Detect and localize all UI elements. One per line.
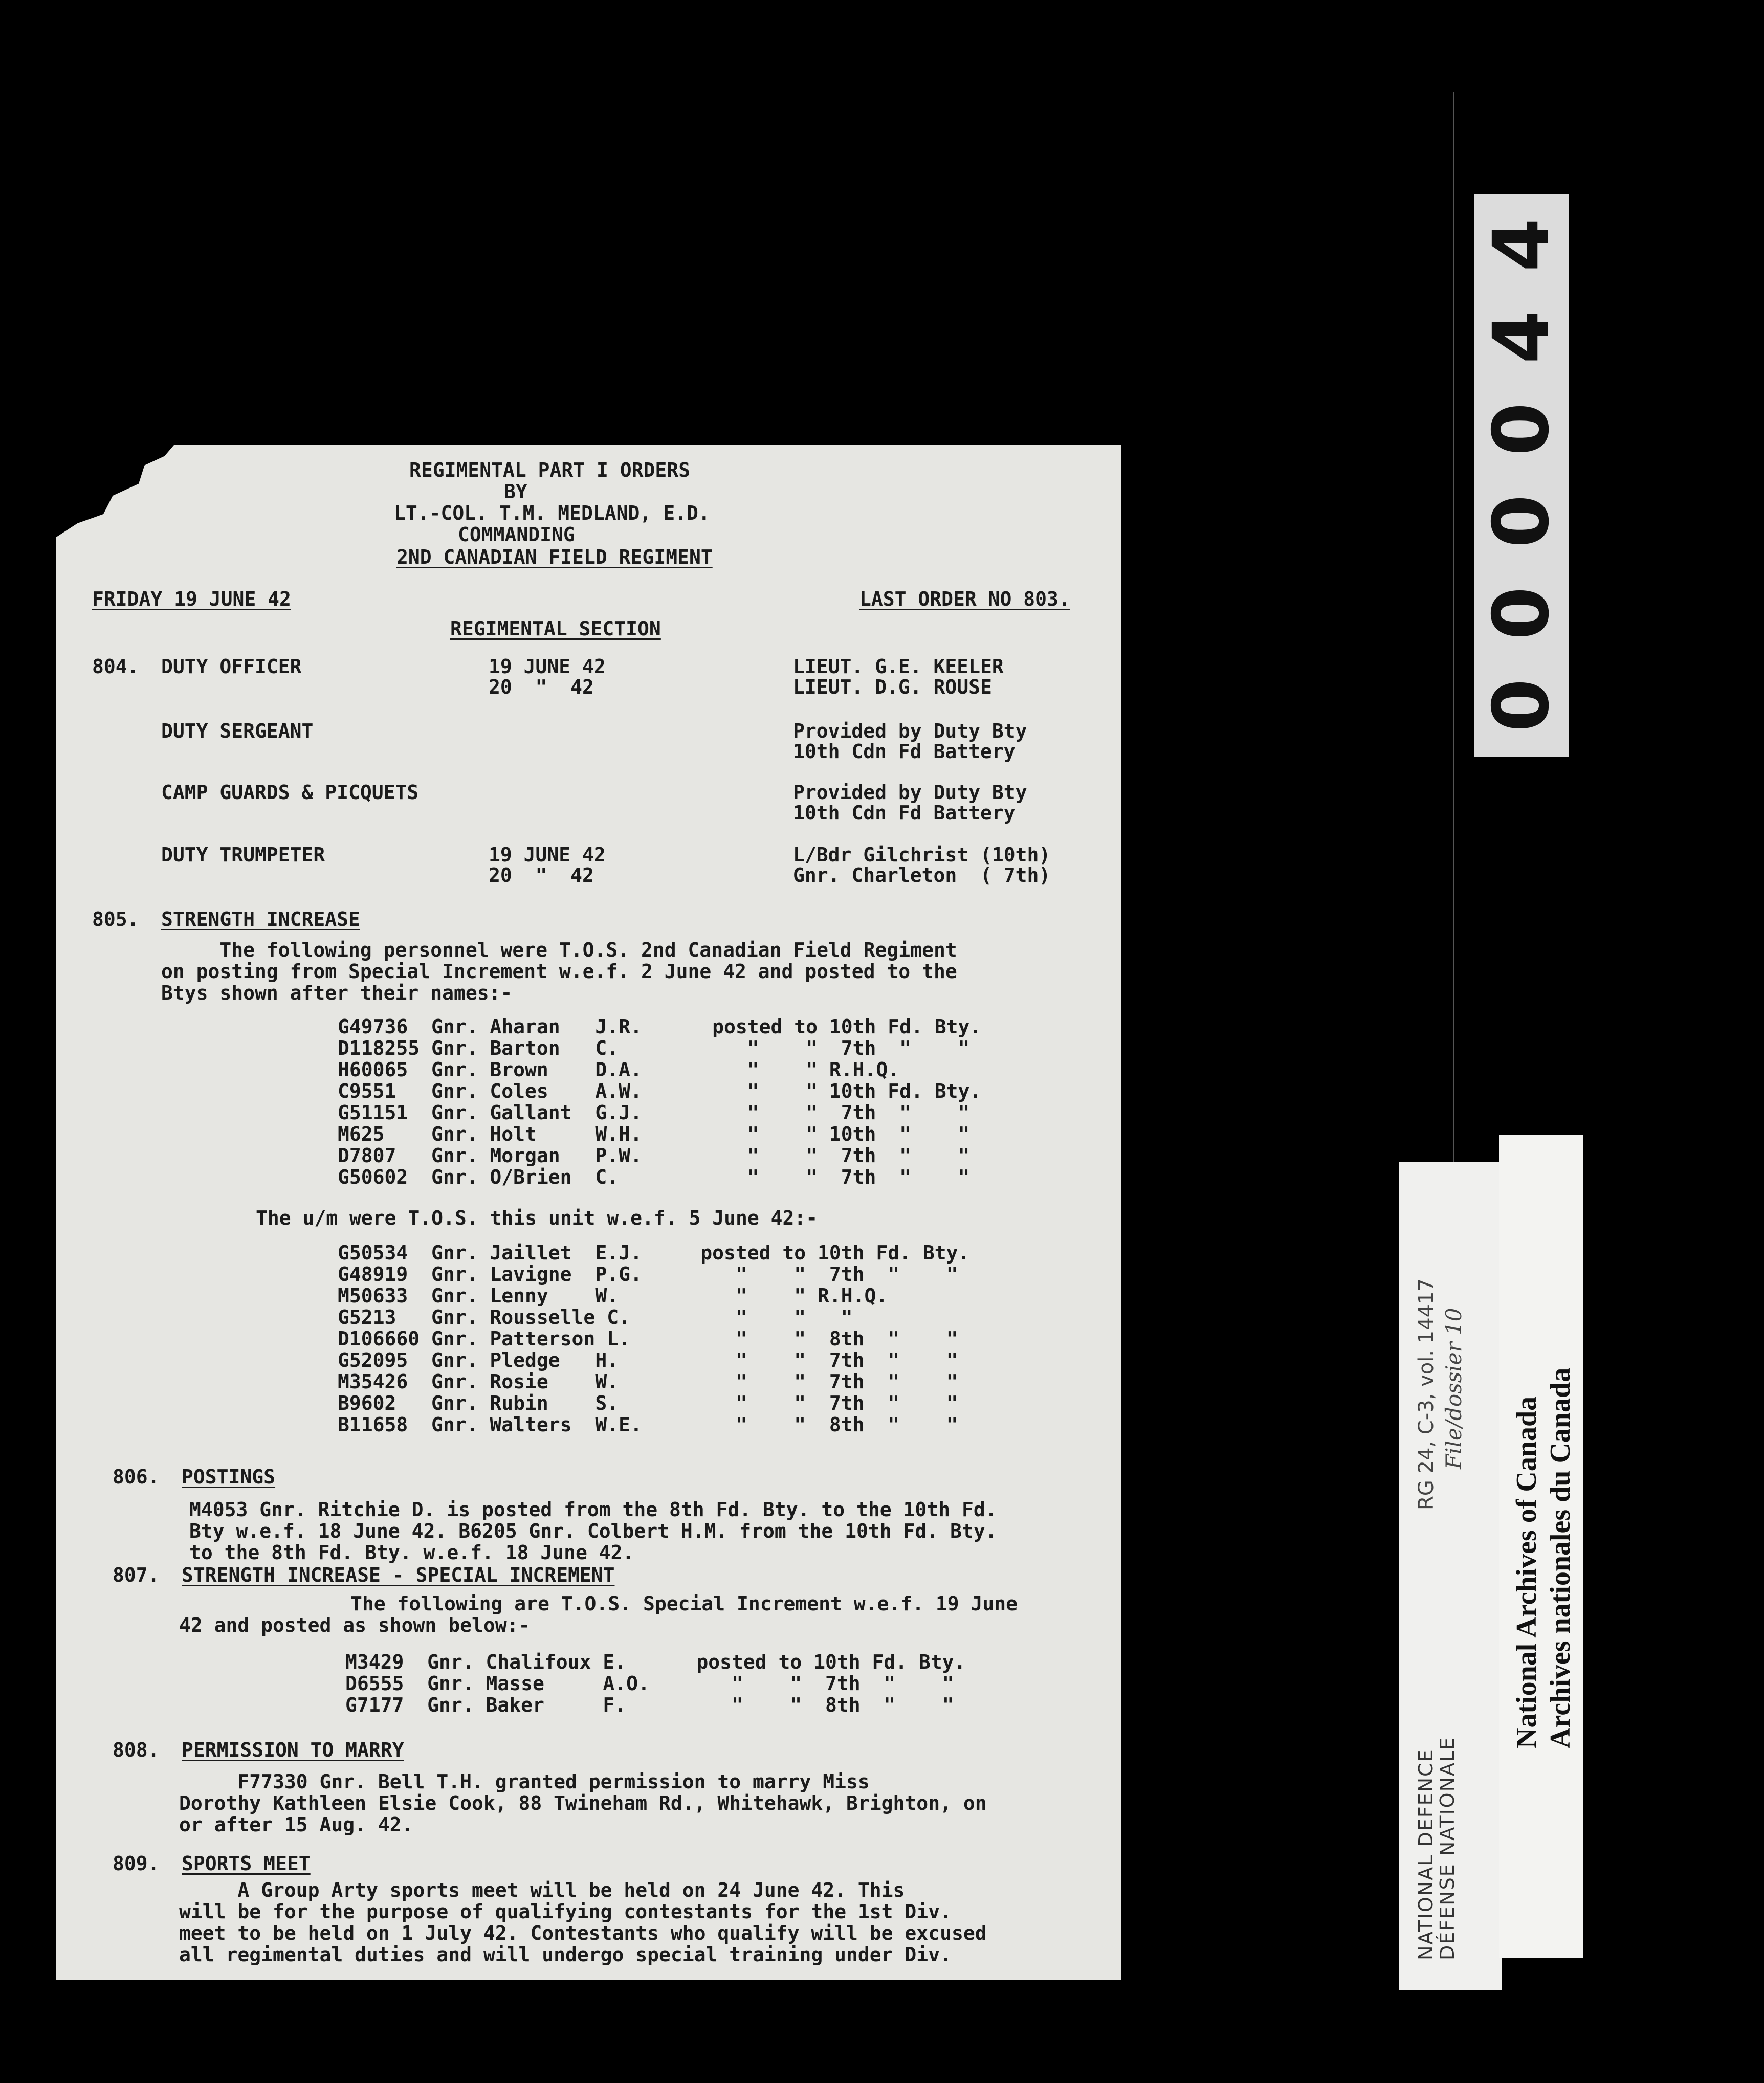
duty-line: 10th Cdn Fd Battery	[793, 802, 1016, 824]
order-sheet	[56, 445, 1121, 1980]
body-line: M4053 Gnr. Ritchie D. is posted from the 8th Fd. Bty. to the 10th Fd.	[189, 1498, 997, 1521]
body-line: Bty w.e.f. 18 June 42. B6205 Gnr. Colbert H.M. from the 10th Fd. Bty.	[189, 1520, 997, 1542]
duty-date: 19 JUNE 42	[489, 844, 606, 866]
para-number: 806.	[113, 1466, 160, 1488]
header-line-3: LT.-COL. T.M. MEDLAND, E.D.	[394, 502, 710, 524]
camp-guards-label: CAMP GUARDS & PICQUETS	[161, 781, 419, 804]
duty-name: L/Bdr Gilchrist (10th)	[793, 844, 1051, 866]
edge-line	[1453, 92, 1454, 1330]
archives-label-card	[1499, 1135, 1583, 1958]
duty-line: Provided by Duty Bty	[793, 781, 1027, 804]
body-line: Dorothy Kathleen Elsie Cook, 88 Twineham Rd., Whitehawk, Brighton, on	[179, 1792, 987, 1814]
file-label: File/dossier 10	[1441, 1308, 1466, 1469]
para-number: 805.	[92, 908, 139, 930]
personnel-row: G7177 Gnr. Baker F. " " 8th " "	[345, 1694, 954, 1716]
body-line: all regimental duties and will undergo special training under Div.	[179, 1943, 952, 1966]
personnel-row: M3429 Gnr. Chalifoux E. posted to 10th Fd. Bty.	[345, 1651, 966, 1673]
personnel-row: G50534 Gnr. Jaillet E.J. posted to 10th Fd. Bty.	[338, 1242, 970, 1264]
duty-date: 19 JUNE 42	[489, 655, 606, 678]
body-line: The following are T.O.S. Special Increment w.e.f. 19 June	[350, 1592, 1018, 1615]
archives-french: Archives nationales du Canada	[1545, 1367, 1576, 1748]
body-line: F77330 Gnr. Bell T.H. granted permission to marry Miss	[179, 1770, 870, 1793]
national-defence-label: NATIONAL DEFENCE	[1415, 1748, 1437, 1960]
personnel-row: B9602 Gnr. Rubin S. " " 7th " "	[338, 1392, 958, 1414]
personnel-row: D118255 Gnr. Barton C. " " 7th " "	[338, 1037, 970, 1059]
duty-name: LIEUT. G.E. KEELER	[793, 655, 1004, 678]
para-number: 809.	[113, 1852, 160, 1875]
personnel-row: C9551 Gnr. Coles A.W. " " 10th Fd. Bty.	[338, 1080, 982, 1102]
para-number: 808.	[113, 1739, 160, 1761]
header-line-5: 2ND CANADIAN FIELD REGIMENT	[396, 546, 713, 568]
header-line-4: COMMANDING	[458, 523, 575, 546]
duty-officer-label: DUTY OFFICER	[161, 655, 302, 678]
archive-digit: 4	[1477, 218, 1566, 272]
body-line: will be for the purpose of qualifying contestants for the 1st Div.	[179, 1900, 952, 1923]
duty-sergeant-label: DUTY SERGEANT	[161, 720, 314, 742]
torn-corner	[56, 445, 174, 537]
section-heading: SPORTS MEET	[182, 1852, 311, 1875]
duty-trumpeter-label: DUTY TRUMPETER	[161, 844, 325, 866]
personnel-row: D7807 Gnr. Morgan P.W. " " 7th " "	[338, 1144, 970, 1167]
order-date: FRIDAY 19 JUNE 42	[92, 588, 291, 610]
duty-date: 20 " 42	[489, 864, 594, 887]
archive-digit: 0	[1477, 402, 1566, 456]
personnel-row: M50633 Gnr. Lenny W. " " R.H.Q.	[338, 1284, 888, 1307]
para-number: 804.	[92, 655, 139, 678]
duty-line: 10th Cdn Fd Battery	[793, 740, 1016, 763]
section-heading: POSTINGS	[182, 1466, 276, 1488]
personnel-row: H60065 Gnr. Brown D.A. " " R.H.Q.	[338, 1058, 900, 1081]
body-line: on posting from Special Increment w.e.f. 2 June 42 and posted to the	[161, 960, 957, 983]
section-title: REGIMENTAL SECTION	[450, 617, 661, 640]
personnel-row: G52095 Gnr. Pledge H. " " 7th " "	[338, 1349, 958, 1371]
para-number: 807.	[113, 1564, 160, 1586]
body-line: meet to be held on 1 July 42. Contestants who qualify will be excused	[179, 1922, 987, 1944]
personnel-row: M35426 Gnr. Rosie W. " " 7th " "	[338, 1370, 958, 1393]
defense-nationale-label: DÉFENSE NATIONALE	[1436, 1736, 1459, 1960]
duty-name: Gnr. Charleton ( 7th)	[793, 864, 1051, 887]
duty-line: Provided by Duty Bty	[793, 720, 1027, 742]
section-heading: STRENGTH INCREASE - SPECIAL INCREMENT	[182, 1564, 615, 1586]
personnel-row: G51151 Gnr. Gallant G.J. " " 7th " "	[338, 1101, 970, 1124]
section-heading: PERMISSION TO MARRY	[182, 1739, 404, 1761]
body-line: Btys shown after their names:-	[161, 982, 513, 1004]
archive-digit: 0	[1477, 494, 1566, 548]
body-line: or after 15 Aug. 42.	[179, 1813, 413, 1836]
personnel-row: G49736 Gnr. Aharan J.R. posted to 10th Fd. Bty.	[338, 1015, 982, 1038]
duty-name: LIEUT. D.G. ROUSE	[793, 676, 992, 698]
personnel-row: G50602 Gnr. O/Brien C. " " 7th " "	[338, 1166, 970, 1188]
archives-english: National Archives of Canada	[1511, 1396, 1542, 1748]
body-line: The following personnel were T.O.S. 2nd Canadian Field Regiment	[161, 939, 957, 961]
body-line: The u/m were T.O.S. this unit w.e.f. 5 June 42:-	[256, 1207, 818, 1229]
section-heading: STRENGTH INCREASE	[161, 908, 360, 930]
personnel-row: D106660 Gnr. Patterson L. " " 8th " "	[338, 1327, 958, 1350]
body-line: A Group Arty sports meet will be held on 24 June 42. This	[179, 1879, 905, 1901]
personnel-row: G48919 Gnr. Lavigne P.G. " " 7th " "	[338, 1263, 958, 1286]
defence-label-card	[1399, 1162, 1502, 1990]
archive-number-strip	[1474, 194, 1569, 757]
personnel-row: M625 Gnr. Holt W.H. " " 10th " "	[338, 1123, 970, 1145]
reference-label: RG 24, C-3, vol. 14417	[1415, 1278, 1438, 1510]
last-order-number: LAST ORDER NO 803.	[859, 588, 1070, 610]
personnel-row: B11658 Gnr. Walters W.E. " " 8th " "	[338, 1413, 958, 1436]
body-line: to the 8th Fd. Bty. w.e.f. 18 June 42.	[189, 1541, 634, 1564]
personnel-row: G5213 Gnr. Rousselle C. " " "	[338, 1306, 853, 1328]
header-line-2: BY	[504, 480, 527, 503]
archive-digit: 0	[1477, 586, 1566, 640]
body-line: 42 and posted as shown below:-	[179, 1614, 531, 1636]
archive-digit: 4	[1477, 310, 1566, 364]
personnel-row: D6555 Gnr. Masse A.O. " " 7th " "	[345, 1672, 954, 1695]
header-line-1: REGIMENTAL PART I ORDERS	[409, 459, 691, 481]
archive-digit: 0	[1477, 678, 1566, 733]
duty-date: 20 " 42	[489, 676, 594, 698]
